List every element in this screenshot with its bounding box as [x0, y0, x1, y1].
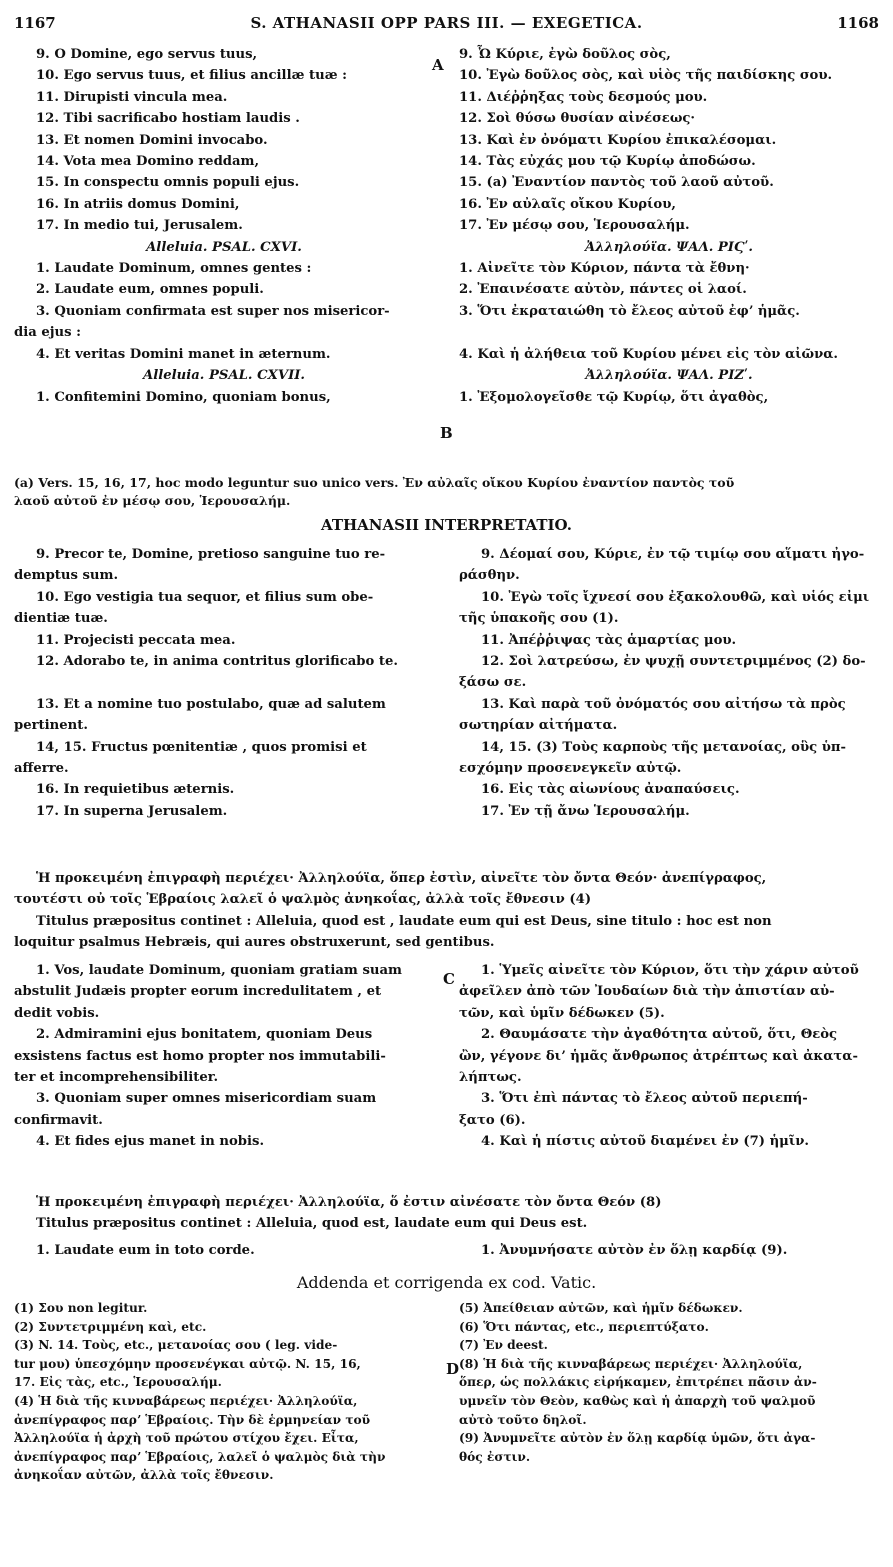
- addenda-line: (6) Ὅτι πάντας, etc., περιεπτύξατο.: [459, 1319, 709, 1334]
- latin-line: confirmavit.: [14, 1112, 103, 1128]
- greek-line: 14, 15. (3) Τοὺς καρποὺς τῆς μετανοίας, οὓς ὑπ-: [481, 739, 847, 755]
- running-title: S. ATHANASII OPP PARS III. — EXEGETICA.: [250, 14, 643, 32]
- addenda-line: (8) Ἡ διὰ τῆς κινναβάρεως περιέχει· Ἀλληλούϊα,: [459, 1356, 803, 1371]
- addenda-line: θός ἐστιν.: [459, 1449, 531, 1464]
- psalm-heading: Ἀλληλούϊα. ΨΑΛ. ΡΙϚʹ.: [584, 239, 754, 255]
- greek-line: 10. Ἐγὼ δοῦλος σὸς, καὶ υἱὸς τῆς παιδίσκης σου.: [459, 68, 833, 84]
- greek-line: 1. Ἀνυμνήσατε αὐτὸν ἐν ὅλῃ καρδίᾳ (9).: [481, 1243, 788, 1258]
- greek-line: τῆς ὑπακοῆς σου (1).: [459, 611, 619, 627]
- greek-line: 12. Σοὶ λατρεύσω, ἐν ψυχῇ συντετριμμένος (2) δο-: [481, 654, 866, 670]
- greek-line: εσχόμην προσενεγκεῖν αὐτῷ.: [459, 761, 682, 777]
- latin-line: [14, 672, 434, 693]
- latin-line: 10. Ego vestigia tua sequor, et filius sum obe-: [36, 589, 374, 605]
- addenda-line: 17. Εἰς τὰς, etc., Ἱερουσαλήμ.: [14, 1375, 222, 1390]
- psalm-116-commentary: [14, 960, 879, 1153]
- addenda-notes: [14, 1299, 879, 1485]
- latin-column: [14, 1240, 434, 1261]
- title-note-line: Ἡ προκειμένη ἐπιγραφὴ περιέχει· Ἀλληλούϊα, ὅ ἐστιν αἰνέσατε τὸν ὄντα Θεόν (8): [36, 1195, 662, 1210]
- latin-column: [14, 44, 434, 408]
- latin-line: 3. Quoniam confirmata est super nos misericor-: [36, 303, 390, 319]
- greek-line: 4. Καὶ ἡ πίστις αὐτοῦ διαμένει ἐν (7) ἡμῖν.: [481, 1134, 809, 1150]
- latin-line: 9. Precor te, Domine, pretioso sanguine tuo re-: [36, 547, 386, 562]
- page-number-left: 1167: [14, 14, 56, 32]
- latin-line: 12. Adorabo te, in anima contritus glorificabo te.: [36, 654, 398, 670]
- greek-column: [459, 544, 879, 822]
- greek-line: 11. Διέῤῥηξας τοὺς δεσμούς μου.: [459, 89, 708, 105]
- latin-line: 16. In requietibus æternis.: [36, 782, 235, 798]
- latin-line: 4. Et veritas Domini manet in æternum.: [36, 346, 331, 362]
- greek-line: 4. Καὶ ἡ ἀλήθεια τοῦ Κυρίου μένει εἰς τὸν αἰῶνα.: [459, 346, 838, 362]
- greek-line: τῶν, καὶ ὑμῖν δέδωκεν (5).: [459, 1005, 665, 1021]
- latin-line: 9. O Domine, ego servus tuus,: [36, 47, 258, 62]
- greek-line: 3. Ὅτι ἐπὶ πάντας τὸ ἔλεος αὐτοῦ περιεπή-: [481, 1091, 808, 1107]
- latin-column: [14, 960, 434, 1153]
- greek-line: λήπτως.: [459, 1070, 522, 1086]
- margin-letter-d: D: [446, 1360, 460, 1378]
- greek-line: 10. Ἐγὼ τοῖς ἴχνεσί σου ἐξακολουθῶ, καὶ υἱός εἰμι: [481, 589, 870, 605]
- interpretation-block: [14, 544, 879, 822]
- addenda-line: (9) Ἀνυμνεῖτε αὐτὸν ἐν ὅλῃ καρδίᾳ ὑμῶν, ὅτι ἀγα-: [459, 1431, 816, 1446]
- greek-line: 11. Ἀπέῤῥιψας τὰς ἁμαρτίας μου.: [481, 632, 737, 648]
- title-note-line: Ἡ προκειμένη ἐπιγραφὴ περιέχει· Ἀλληλούϊα, ὅπερ ἐστὶν, αἰνεῖτε τὸν ὄντα Θεόν· ἀνεπίγραφος,: [36, 871, 767, 886]
- greek-line: 1. Αἰνεῖτε τὸν Κύριον, πάντα τὰ ἔθνη·: [459, 261, 750, 277]
- greek-line: ξατο (6).: [459, 1112, 526, 1128]
- greek-line: 9. Δέομαί σου, Κύριε, ἐν τῷ τιμίῳ σου αἵματι ἠγο-: [481, 547, 865, 562]
- psalm-heading: Ἀλληλούϊα. ΨΑΛ. ΡΙΖʹ.: [585, 368, 753, 384]
- latin-column: [14, 544, 434, 822]
- margin-letter-a: A: [432, 56, 444, 74]
- greek-line: σωτηρίαν αἰτήματα.: [459, 718, 618, 734]
- greek-line: 17. Ἐν τῇ ἄνω Ἱερουσαλήμ.: [481, 803, 690, 819]
- greek-line: ὢν, γέγονε διʼ ἡμᾶς ἄνθρωπος ἀτρέπτως καὶ ἀκατα-: [459, 1048, 858, 1064]
- psalm-heading: Alleluia. PSAL. CXVII.: [143, 368, 305, 384]
- greek-line: 14. Τὰς εὐχάς μου τῷ Κυρίῳ ἀποδώσω.: [459, 154, 756, 170]
- latin-line: ter et incomprehensibiliter.: [14, 1070, 219, 1086]
- latin-line: 14, 15. Fructus pœnitentiæ , quos promisi et: [36, 739, 367, 755]
- latin-line: pertinent.: [14, 718, 88, 734]
- latin-line: exsistens factus est homo propter nos immutabili-: [14, 1048, 386, 1064]
- psalm-117-commentary: [14, 1240, 879, 1261]
- psalm-text-block: [14, 44, 879, 408]
- addenda-heading: Addenda et corrigenda ex cod. Vatic.: [296, 1273, 597, 1292]
- page-number-right: 1168: [837, 14, 879, 32]
- latin-line: 13. Et a nomine tuo postulabo, quæ ad salutem: [36, 696, 386, 712]
- latin-line: dia ejus :: [14, 325, 81, 341]
- addenda-line: αὐτὸ τοῦτο δηλοῖ.: [459, 1412, 587, 1427]
- latin-line: 1. Laudate Dominum, omnes gentes :: [36, 261, 312, 277]
- addenda-left-column: [14, 1299, 434, 1485]
- latin-line: 10. Ego servus tuus, et filius ancillæ tuæ :: [36, 68, 348, 84]
- greek-line: 1. Ὑμεῖς αἰνεῖτε τὸν Κύριον, ὅτι τὴν χάριν αὐτοῦ: [481, 963, 859, 978]
- greek-line: 13. Καὶ παρὰ τοῦ ὀνόματός σου αἰτήσω τὰ πρὸς: [481, 696, 846, 712]
- addenda-line: ἀνεπίγραφος παρʼ Ἑβραίοις, λαλεῖ ὁ ψαλμὸς διὰ τὴν: [14, 1449, 386, 1464]
- greek-column: [459, 960, 879, 1153]
- greek-line: 9. Ὦ Κύριε, ἐγὼ δοῦλος σὸς,: [459, 47, 671, 62]
- title-note-block: [14, 868, 879, 954]
- greek-line: ράσθην.: [459, 568, 520, 584]
- greek-line: 16. Εἰς τὰς αἰωνίους ἀναπαύσεις.: [481, 782, 740, 798]
- latin-line: 17. In superna Jerusalem.: [36, 803, 228, 819]
- latin-line: 16. In atriis domus Domini,: [36, 196, 240, 212]
- title-note-block: [14, 1192, 879, 1235]
- addenda-line: ὅπερ, ὡς πολλάκις εἰρήκαμεν, ἐπιτρέπει πᾶσιν ἀν-: [459, 1375, 817, 1390]
- addenda-line: Ἀλληλούϊα ἡ ἀρχὴ τοῦ πρώτου στίχου ἔχει. Εἶτα,: [14, 1431, 359, 1446]
- greek-line: ἀφεῖλεν ἀπὸ τῶν Ἰουδαίων διὰ τὴν ἀπιστίαν αὐ-: [459, 984, 835, 1000]
- greek-line: [459, 322, 879, 343]
- title-note-line: Titulus præpositus continet : Alleluia, quod est , laudate eum qui est Deus, sine titulo : hoc est non: [36, 913, 772, 929]
- latin-line: dientiæ tuæ.: [14, 611, 108, 627]
- latin-line: 3. Quoniam super omnes misericordiam suam: [36, 1091, 377, 1107]
- addenda-line: ἀνηκοΐαν αὐτῶν, ἀλλὰ τοῖς ἔθνεσιν.: [14, 1468, 274, 1483]
- latin-line: 12. Tibi sacrificabo hostiam laudis .: [36, 111, 300, 127]
- latin-line: 15. In conspectu omnis populi ejus.: [36, 175, 300, 191]
- addenda-line: υμνεῖν τὸν Θεὸν, καθὼς καὶ ἡ ἀπαρχὴ τοῦ ψαλμοῦ: [459, 1393, 816, 1408]
- title-note-line: Titulus præpositus continet : Alleluia, quod est, laudate eum qui Deus est.: [36, 1216, 588, 1232]
- latin-line: 2. Admiramini ejus bonitatem, quoniam Deus: [36, 1027, 373, 1043]
- greek-line: ξάσω σε.: [459, 675, 527, 691]
- footnote-a: [14, 474, 879, 510]
- latin-line: demptus sum.: [14, 568, 119, 584]
- greek-line: 12. Σοὶ θύσω θυσίαν αἰνέσεως·: [459, 111, 695, 127]
- addenda-line: (1) Σου non legitur.: [14, 1301, 148, 1315]
- psalm-heading: Alleluia. PSAL. CXVI.: [146, 239, 302, 255]
- footnote-line: λαοῦ αὐτοῦ ἐν μέσῳ σου, Ἱερουσαλήμ.: [14, 493, 291, 508]
- greek-line: 1. Ἐξομολογεῖσθε τῷ Κυρίῳ, ὅτι ἀγαθὸς,: [459, 389, 769, 405]
- greek-line: 13. Καὶ ἐν ὀνόματι Κυρίου ἐπικαλέσομαι.: [459, 132, 777, 148]
- latin-line: 13. Et nomen Domini invocabo.: [36, 132, 268, 148]
- greek-column: [459, 44, 879, 408]
- margin-letter-b: B: [440, 424, 453, 442]
- greek-line: 17. Ἐν μέσῳ σου, Ἱερουσαλήμ.: [459, 218, 690, 234]
- running-header: [14, 14, 879, 36]
- greek-line: 2. Θαυμάσατε τὴν ἀγαθότητα αὐτοῦ, ὅτι, Θεὸς: [481, 1027, 838, 1043]
- addenda-right-column: [459, 1299, 879, 1485]
- latin-line: dedit vobis.: [14, 1005, 100, 1021]
- latin-line: 17. In medio tui, Jerusalem.: [36, 218, 243, 234]
- latin-line: afferre.: [14, 761, 69, 777]
- greek-line: 15. (a) Ἐναντίον παντὸς τοῦ λαοῦ αὐτοῦ.: [459, 175, 774, 191]
- latin-line: 14. Vota mea Domino reddam,: [36, 154, 260, 170]
- footnote-line: (a) Vers. 15, 16, 17, hoc modo leguntur suo unico vers. Ἐν αὐλαῖς οἴκου Κυρίου ἐναντίον παντὸς τοῦ: [14, 475, 735, 490]
- latin-line: abstulit Judæis propter eorum incredulitatem , et: [14, 984, 382, 1000]
- addenda-line: ἀνεπίγραφος παρʼ Ἑβραίοις. Τὴν δὲ ἑρμηνείαν τοῦ: [14, 1412, 371, 1427]
- addenda-line: (2) Συντετριμμένη καὶ, etc.: [14, 1319, 207, 1334]
- latin-line: 11. Dirupisti vincula mea.: [36, 89, 228, 105]
- greek-column: [459, 1240, 879, 1261]
- latin-line: 1. Confitemini Domino, quoniam bonus,: [36, 389, 331, 405]
- addenda-line: tur μου) ὑπεσχόμην προσενέγκαι αὐτῷ. N. 15, 16,: [14, 1356, 361, 1371]
- margin-letter-c: C: [443, 970, 455, 988]
- interpretation-heading: ATHANASII INTERPRETATIO.: [321, 516, 572, 534]
- latin-line: 2. Laudate eum, omnes populi.: [36, 282, 264, 298]
- greek-line: 3. Ὅτι ἐκραταιώθη τὸ ἔλεος αὐτοῦ ἐφʼ ἡμᾶς.: [459, 303, 800, 319]
- addenda-line: (3) N. 14. Τοὺς, etc., μετανοίας σου ( leg. vide-: [14, 1338, 338, 1353]
- latin-line: 11. Projecisti peccata mea.: [36, 632, 236, 648]
- addenda-line: (7) Ἐν deest.: [459, 1338, 548, 1353]
- latin-line: 4. Et fides ejus manet in nobis.: [36, 1134, 265, 1150]
- latin-line: 1. Laudate eum in toto corde.: [36, 1243, 255, 1258]
- addenda-line: (5) Ἀπείθειαν αὐτῶν, καὶ ἡμῖν δέδωκεν.: [459, 1301, 743, 1315]
- latin-line: 1. Vos, laudate Dominum, quoniam gratiam suam: [36, 963, 402, 978]
- greek-line: 2. Ἐπαινέσατε αὐτὸν, πάντες οἱ λαοί.: [459, 282, 747, 298]
- title-note-line: τουτέστι οὐ τοῖς Ἑβραίοις λαλεῖ ὁ ψαλμὸς ἀνηκοΐας, ἀλλὰ τοῖς ἔθνεσιν (4): [14, 892, 592, 908]
- greek-line: 16. Ἐν αὐλαῖς οἴκου Κυρίου,: [459, 196, 676, 212]
- addenda-line: (4) Ἡ διὰ τῆς κινναβάρεως περιέχει· Ἀλληλούϊα,: [14, 1393, 358, 1408]
- title-note-line: loquitur psalmus Hebræis, qui aures obstruxerunt, sed gentibus.: [14, 935, 495, 951]
